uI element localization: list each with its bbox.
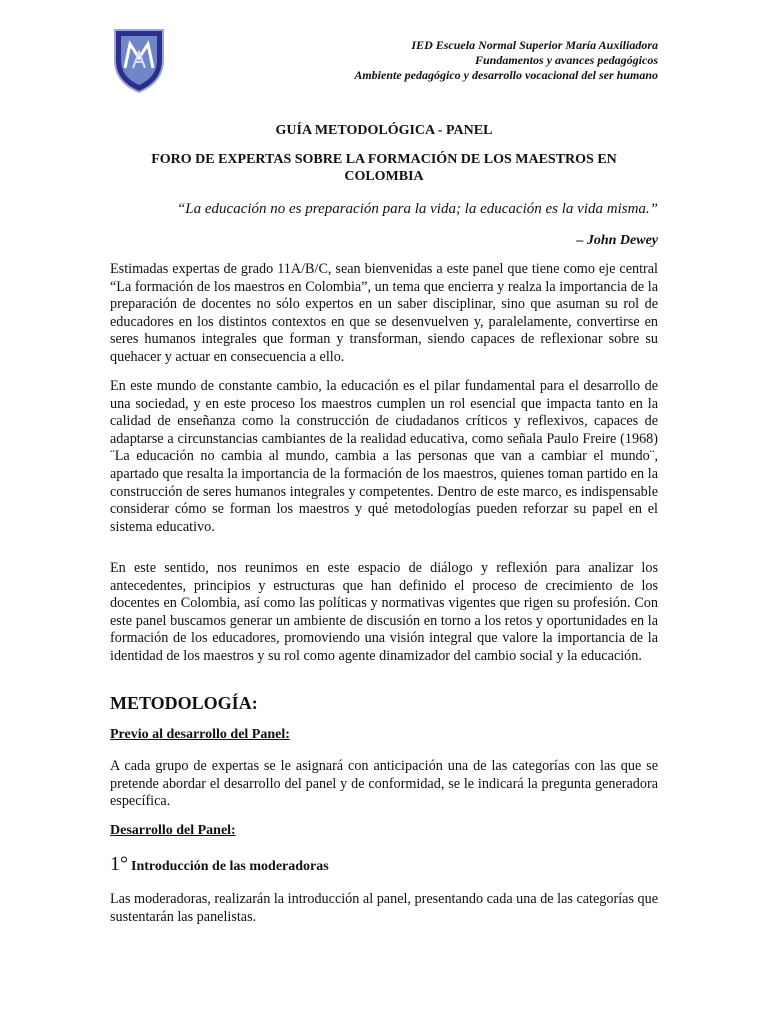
school-crest-icon (111, 26, 167, 94)
institution-header (354, 38, 658, 83)
context-paragraph: En este mundo de constante cambio, la educación es el pilar fundamental para el desarrollo de una sociedad, y en este proceso los maestros cumplen un rol esencial que impacta tanto en la calidad de enseñanza como la construcción de ciudadanos críticos y reflexivos, capaces de adaptarse a circunstancias cambiantes de la realidad educativa, como señala Paulo Freire (1968) ¨La educación no cambia al mundo, cambia a las personas que van a cambiar el mundo¨, apartado que resalta la importancia de la formación de los maestros, quienes toman partido en la construcción de seres humanos integrales y competentes. Dentro de este marco, es indispensable considerar cómo se forman los maestros y qué metodologías pueden reforzar su papel en el sistema educativo. (110, 378, 658, 535)
step-1-title: Introducción de las moderadoras (131, 859, 329, 874)
step-1-number: 1° (110, 853, 128, 875)
document-title: GUÍA METODOLÓGICA - PANEL (275, 123, 493, 138)
development-section-heading: Desarrollo del Panel: (110, 823, 236, 838)
prior-section-heading: Previo al desarrollo del Panel: (110, 727, 290, 742)
unit-name: Ambiente pedagógico y desarrollo vocacional del ser humano (354, 68, 658, 82)
methodology-heading: METODOLOGÍA: (110, 693, 258, 713)
epigraph-quote: “La educación no es preparación para la vida; la educación es la vida misma.” (176, 201, 658, 217)
institution-name: IED Escuela Normal Superior María Auxiliadora (411, 38, 658, 52)
step-1-heading (110, 853, 329, 876)
step-1-text: Las moderadoras, realizarán la introducción al panel, presentando cada una de las categorías que sustentarán las panelistas. (110, 891, 658, 925)
epigraph-author: – John Dewey (576, 233, 658, 248)
document-subtitle: FORO DE EXPERTAS SOBRE LA FORMACIÓN DE LOS MAESTROS EN COLOMBIA (151, 152, 617, 184)
intro-paragraph: Estimadas expertas de grado 11A/B/C, sean bienvenidas a este panel que tiene como eje central “La formación de los maestros en Colombia”, un tema que encierra y realza la importancia de la preparación de docentes no sólo expertos en un saber disciplinar, sino que asuman su rol de educadores en los distintos contextos en que se desenvuelven y, paralelamente, convertirse en seres humanos integrales que forman y transforman, siendo capaces de reflexionar sobre su quehacer y actuar en consecuencia a ello. (110, 261, 658, 365)
purpose-paragraph: En este sentido, nos reunimos en este espacio de diálogo y reflexión para analizar los antecedentes, principios y estructuras que han definido el proceso de crecimiento de los docentes en Colombia, así como las políticas y normativas vigentes que rigen su profesión. Con este panel buscamos generar un ambiente de discusión en torno a los retos y oportunidades en la formación de los educadores, promoviendo una visión integral que valore la importancia de la identidad de los maestros y su rol como agente dinamizador del cambio social y la educación. (110, 560, 658, 664)
prior-section-text: A cada grupo de expertas se le asignará con anticipación una de las categorías con las que se pretende abordar el desarrollo del panel y de conformidad, se le indicará la pregunta generadora específica. (110, 758, 658, 810)
course-name: Fundamentos y avances pedagógicos (475, 53, 658, 67)
